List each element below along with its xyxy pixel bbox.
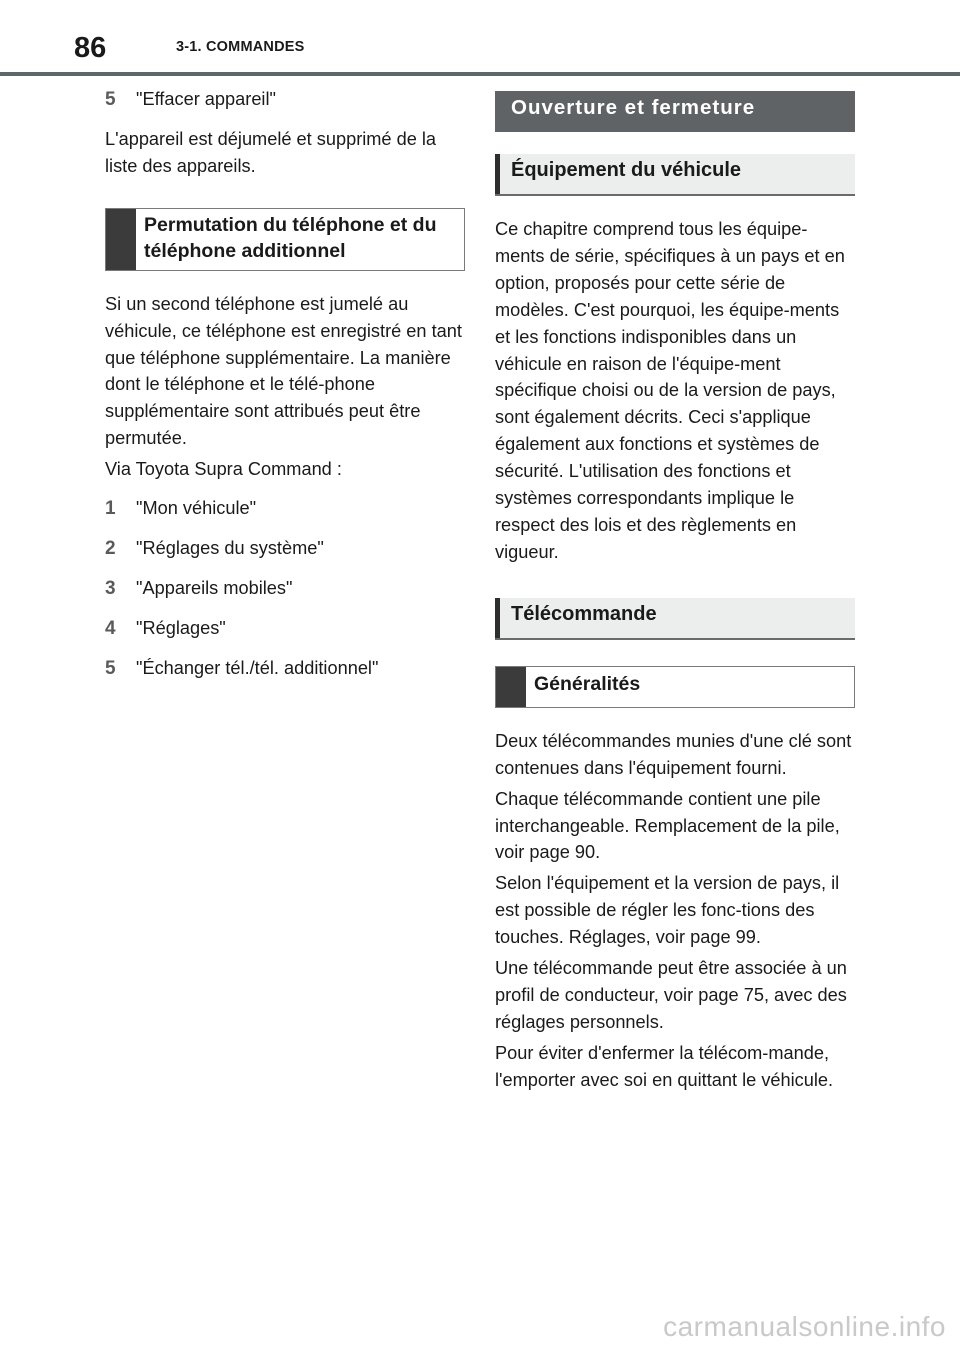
left-column: [105, 86, 465, 695]
step-text: "Réglages du système": [136, 537, 324, 558]
paragraph: Si un second téléphone est jumelé au véhicule, ce téléphone est enregistré en tant que téléphone supplémentaire. La manière dont le téléphone et le télé-phone supplémentaire sont attribués peut être permutée.: [105, 293, 462, 449]
step-item: [105, 495, 465, 523]
heading-tab: [496, 667, 526, 707]
paragraph: Chaque télécommande contient une pile interchangeable. Remplacement de la pile, voir page 90.: [495, 788, 840, 863]
section-heading-text: Télécommande: [511, 602, 657, 625]
section-heading-telecommande: [495, 598, 855, 640]
step-item: [105, 615, 465, 643]
right-column: [495, 91, 855, 1098]
watermark: carmanualsonline.info: [663, 1311, 946, 1342]
step-text: "Effacer appareil": [136, 89, 276, 109]
paragraph: Deux télécommandes munies d'une clé sont contenues dans l'équipement fourni.: [495, 730, 852, 778]
step-item: [105, 86, 465, 114]
section-heading-text: Équipement du véhicule: [511, 159, 742, 181]
header-rule: [0, 72, 960, 76]
step-item: [105, 535, 465, 563]
page-number: 86: [74, 32, 107, 64]
heading-tab: [495, 598, 500, 638]
paragraph: Ce chapitre comprend tous les équipe-ments de série, spécifiques à un pays et en option, proposés pour cette série de modèles. C'est pourquoi, les équipe-ments et les fonctions indisponibles dans un véhicule en raison de l'équipe-ment spécifique choisi ou de la version de pays, sont également décrits. Ceci s'applique également aux fonctions et systèmes de sécurité. L'utilisation des fonctions et systèmes correspondants implique le respect des lois et des règlements en vigueur.: [495, 219, 845, 562]
chapter-heading: [495, 91, 855, 132]
step-number: 5: [105, 657, 116, 679]
chapter-heading-text: Ouverture et fermeture: [511, 96, 756, 119]
section-heading-equipement: [495, 154, 855, 196]
section-heading-permutation: [105, 208, 465, 271]
step-text: "Appareils mobiles": [136, 577, 293, 598]
chapter-title: 3-1. COMMANDES: [176, 39, 305, 55]
subsection-heading-generalites: [495, 666, 855, 708]
step-item: [105, 575, 465, 603]
step-number: 2: [105, 537, 116, 559]
step-text: "Réglages": [136, 617, 226, 638]
step-text: "Mon véhicule": [136, 498, 257, 519]
paragraph: Via Toyota Supra Command :: [105, 459, 342, 480]
step-text: "Échanger tél./tél. additionnel": [136, 657, 379, 678]
section-heading-text: Permutation du téléphone et du téléphone additionnel: [144, 213, 437, 262]
page-header: [0, 0, 960, 78]
step-number: 1: [105, 498, 116, 520]
step-number: 3: [105, 577, 116, 599]
paragraph: Selon l'équipement et la version de pays, il est possible de régler les fonc-tions des touches. Réglages, voir page 99.: [495, 873, 840, 948]
paragraph: Une télécommande peut être associée à un profil de conducteur, voir page 75, avec des réglages personnels.: [495, 958, 847, 1032]
step-number: 5: [105, 89, 116, 110]
step-number: 4: [105, 617, 116, 639]
heading-tab: [495, 154, 500, 194]
step-item: [105, 655, 465, 683]
paragraph: Pour éviter d'enfermer la télécom-mande, l'emporter avec soi en quittant le véhicule.: [495, 1042, 834, 1090]
paragraph: L'appareil est déjumelé et supprimé de la liste des appareils.: [105, 128, 437, 176]
subsection-heading-text: Généralités: [534, 672, 641, 695]
heading-tab: [106, 209, 136, 270]
